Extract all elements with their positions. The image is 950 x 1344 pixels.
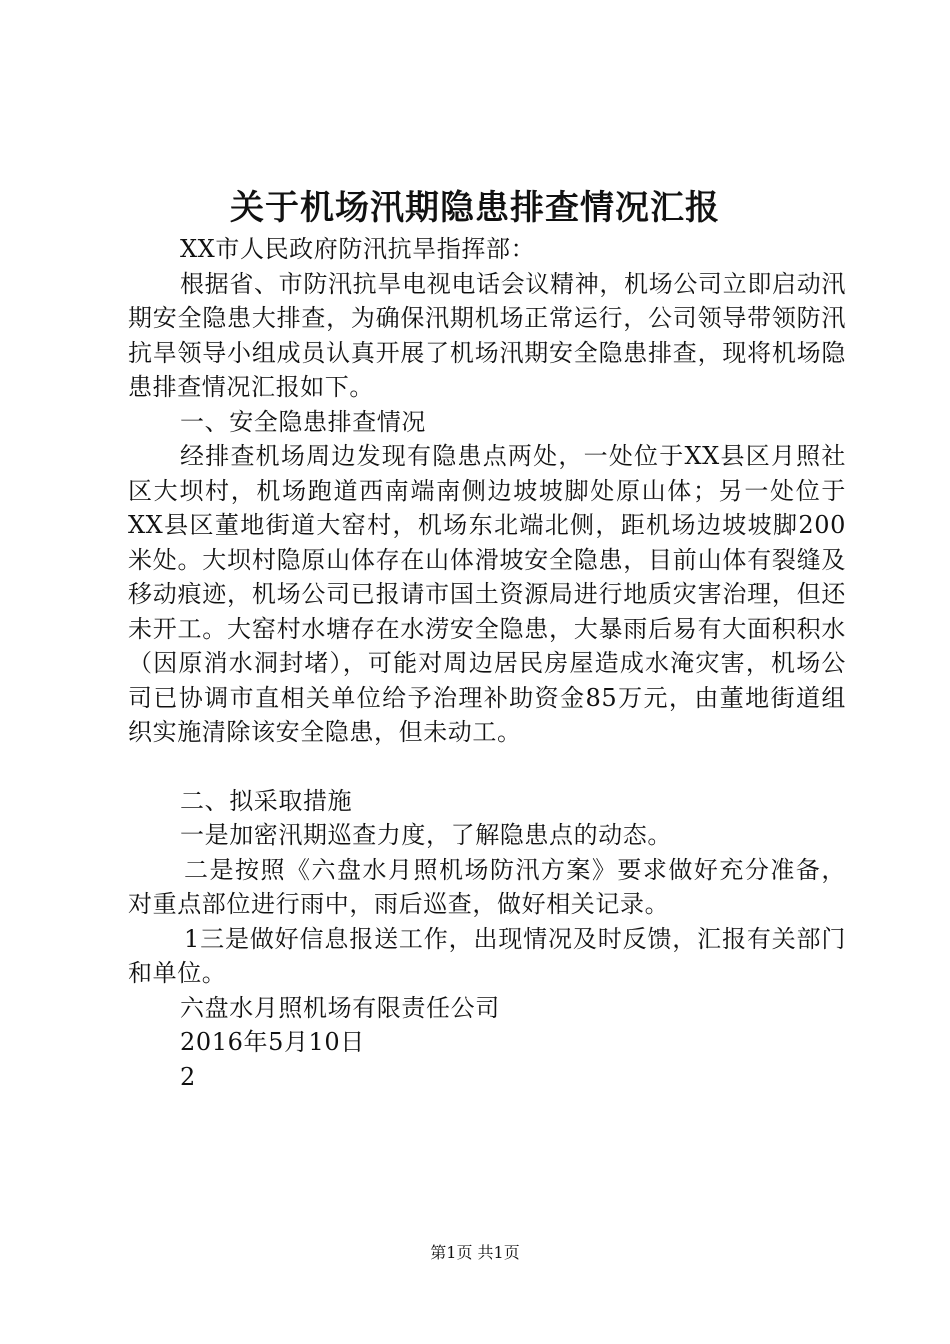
stray-page-mark: 2: [180, 1062, 196, 1091]
signature: 六盘水月照机场有限责任公司: [180, 993, 500, 1022]
measure-1: 一是加密汛期巡查力度，了解隐患点的动态。: [180, 821, 672, 849]
intro-paragraph: 根据省、市防汛抗旱电视电话会议精神，机场公司立即启动汛期安全隐患大排查，为确保汛期机场正常运行，公司领导带领防汛抗旱领导小组成员认真开展了机场汛期安全隐患排查，现将机场隐患排查情况汇报如下。: [128, 269, 846, 401]
section-1-heading: 一、安全隐患排查情况: [180, 407, 426, 436]
section-2-heading: 二、拟采取措施: [180, 786, 353, 815]
section-1-body: 经排查机场周边发现有隐患点两处，一处位于XX县区月照社区大坝村，机场跑道西南端南侧边坡坡脚处原山体；另一处位于XX县区董地街道大窑村，机场东北端北侧，距机场边坡坡脚200米处。大坝村隐原山体存在山体滑坡安全隐患，目前山体有裂缝及移动痕迹，机场公司已报请市国土资源局进行地质灾害治理，但还未开工。大窑村水塘存在水涝安全隐患，大暴雨后易有大面积积水（因原消水洞封堵），可能对周边居民房屋造成水淹灾害，机场公司已协调市直相关单位给予治理补助资金85万元，由董地街道组织实施清除该安全隐患，但未动工。: [128, 442, 846, 746]
page-footer: 第1页 共1页: [430, 1243, 520, 1262]
salutation: XX市人民政府防汛抗旱指挥部：: [180, 235, 536, 263]
date-line: 2016年5月10日: [180, 1028, 365, 1056]
document-title: 关于机场汛期隐患排查情况汇报: [230, 188, 720, 228]
document-body: [128, 232, 846, 1094]
measure-3: 1三是做好信息报送工作，出现情况及时反馈，汇报有关部门和单位。: [128, 924, 846, 987]
paragraph-gap: [128, 750, 846, 784]
measure-2: 二是按照《六盘水月照机场防汛方案》要求做好充分准备，对重点部位进行雨中，雨后巡查，做好相关记录。: [128, 855, 846, 918]
